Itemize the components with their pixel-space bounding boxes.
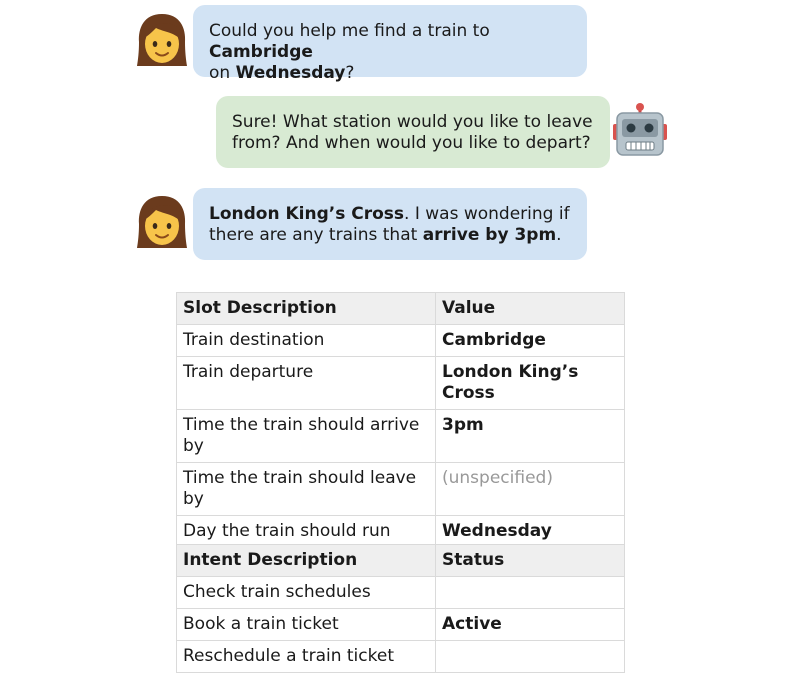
table-row bbox=[177, 357, 625, 410]
intent-status bbox=[436, 577, 625, 609]
slot-description: Day the train should run bbox=[177, 516, 436, 548]
message-text: Sure! What station would you like to leave from? And when would you like to depart? bbox=[232, 112, 593, 153]
intent-status: Active bbox=[436, 609, 625, 641]
message-segment: arrive by 3pm bbox=[422, 225, 557, 245]
slot-table bbox=[176, 292, 625, 548]
slot-description: Time the train should arrive by bbox=[177, 410, 436, 463]
message-segment: ? bbox=[345, 63, 355, 83]
woman-emoji-icon bbox=[134, 12, 190, 68]
slot-description: Train destination bbox=[177, 325, 436, 357]
message-segment: Cambridge bbox=[209, 42, 313, 62]
slot-table-header bbox=[177, 293, 625, 325]
bot-avatar bbox=[612, 102, 668, 158]
bot-message-1 bbox=[216, 96, 610, 168]
intent-description: Book a train ticket bbox=[177, 609, 436, 641]
table-row bbox=[177, 325, 625, 357]
user-message-1 bbox=[193, 5, 587, 83]
table-row bbox=[177, 577, 625, 609]
table-row bbox=[177, 410, 625, 463]
intent-status bbox=[436, 641, 625, 673]
user-avatar bbox=[134, 194, 190, 250]
user-avatar bbox=[134, 12, 190, 68]
table-row bbox=[177, 609, 625, 641]
woman-emoji-icon bbox=[134, 194, 190, 250]
intent-table-header bbox=[177, 545, 625, 577]
intent-description: Check train schedules bbox=[177, 577, 436, 609]
table-row bbox=[177, 516, 625, 548]
intent-description-header: Intent Description bbox=[177, 545, 436, 577]
slot-description-header: Slot Description bbox=[177, 293, 436, 325]
message-segment: . bbox=[556, 225, 562, 245]
slot-description: Train departure bbox=[177, 357, 436, 410]
slot-value: London King’s Cross bbox=[436, 357, 625, 410]
intent-table bbox=[176, 544, 625, 673]
table-row bbox=[177, 641, 625, 673]
slot-value: Cambridge bbox=[436, 325, 625, 357]
message-segment: on bbox=[209, 63, 236, 83]
message-segment: . I was wondering if there are any trains that bbox=[209, 204, 570, 245]
intent-description: Reschedule a train ticket bbox=[177, 641, 436, 673]
robot-emoji-icon bbox=[612, 102, 668, 158]
message-segment: London King’s Cross bbox=[209, 204, 405, 224]
slot-description: Time the train should leave by bbox=[177, 463, 436, 516]
message-segment: Could you help me find a train to bbox=[209, 21, 490, 41]
slot-value-header: Value bbox=[436, 293, 625, 325]
message-segment: Wednesday bbox=[235, 63, 346, 83]
slot-value: 3pm bbox=[436, 410, 625, 463]
intent-status-header: Status bbox=[436, 545, 625, 577]
slot-value: (unspecified) bbox=[436, 463, 625, 516]
user-message-2 bbox=[193, 188, 587, 260]
slot-value: Wednesday bbox=[436, 516, 625, 548]
table-row bbox=[177, 463, 625, 516]
